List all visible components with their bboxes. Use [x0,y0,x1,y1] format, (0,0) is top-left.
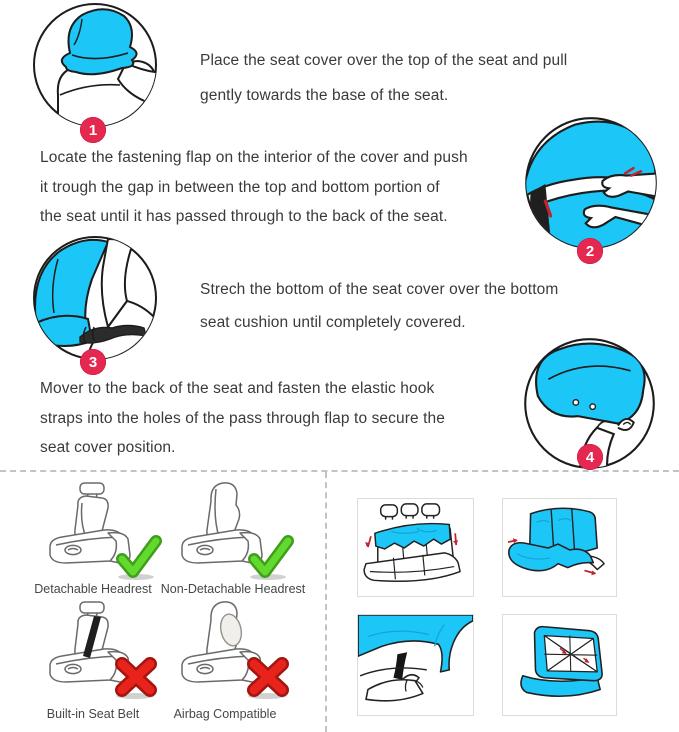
step-1-badge [80,117,106,143]
step-3-text-line-2: seat cushion until completely covered. [200,314,466,331]
step-2-text-line-3: the seat until it has passed through to the back of the seat. [40,208,448,225]
step-2-text-line-1: Locate the fastening flap on the interior of the cover and push [40,149,468,166]
compat-item-detachable-headrest [42,481,164,581]
step-3-text-line-1: Strech the bottom of the seat cover over the bottom [200,281,559,298]
step-1-text [200,43,567,113]
step-2-text-line-2: it trough the gap in between the top and bottom portion of [40,178,440,196]
step-4-text-line-3: seat cover position. [40,439,176,456]
horizontal-dashed-divider [0,470,679,472]
step-2-badge [577,238,603,264]
step-4-text [40,374,445,463]
compat-item-built-in-seat-belt [42,600,164,700]
cross-icon [116,664,154,699]
fastening-flap [393,652,407,679]
compat-label-non-detachable-headrest: Non-Detachable Headrest [160,582,306,596]
hook-strap-under-cushion-icon [358,615,473,715]
bench-panel-2 [502,498,617,597]
step-1-text-line-2: gently towards the base of the seat. [200,87,449,104]
seat-detachable-headrest-icon [42,481,164,581]
rear-elastic-straps-crisscross-icon [503,615,616,715]
step-4-text-line-2: straps into the holes of the pass through flap to secure the [40,409,445,427]
step-3-illustration [30,233,160,363]
push-flap-through-gap-icon [522,114,660,252]
step-4-number: 4 [585,448,595,466]
bench-panel-4 [502,614,617,716]
step-4-badge [577,444,603,470]
bench-drape-cover-over-backrest-icon [358,499,473,596]
step-3-badge [80,349,106,375]
step-1-number: 1 [88,121,98,139]
seat-built-in-seat-belt-icon [42,600,164,700]
step-2-illustration [522,114,660,252]
compat-label-detachable-headrest: Detachable Headrest [34,582,152,596]
step-4-text-line-1: Mover to the back of the seat and fasten the elastic hook [40,380,435,397]
step-1-illustration [30,1,160,131]
cross-icon [248,664,286,699]
bench-stretch-bottom-cover-icon [503,499,616,596]
seat-non-detachable-headrest-icon [174,481,296,581]
bench-panel-3 [357,614,474,716]
step-2-number: 2 [585,242,595,260]
bench-panel-1 [357,498,474,597]
step-3-number: 3 [88,353,98,371]
compat-item-airbag-compatible [174,600,296,700]
compat-label-airbag-compatible: Airbag Compatible [173,707,277,721]
step-2-text [40,143,468,232]
step-1-text-line-1: Place the seat cover over the top of the seat and pull [200,52,568,69]
place-cover-over-seat-top-icon [30,1,160,131]
compat-label-built-in-seat-belt: Built-in Seat Belt [46,707,140,721]
compat-item-non-detachable-headrest [174,481,296,581]
vertical-dashed-divider [325,472,327,732]
stretch-cover-over-bottom-cushion-icon [30,233,160,363]
seat-airbag-icon [174,600,296,700]
step-3-text [200,273,558,339]
